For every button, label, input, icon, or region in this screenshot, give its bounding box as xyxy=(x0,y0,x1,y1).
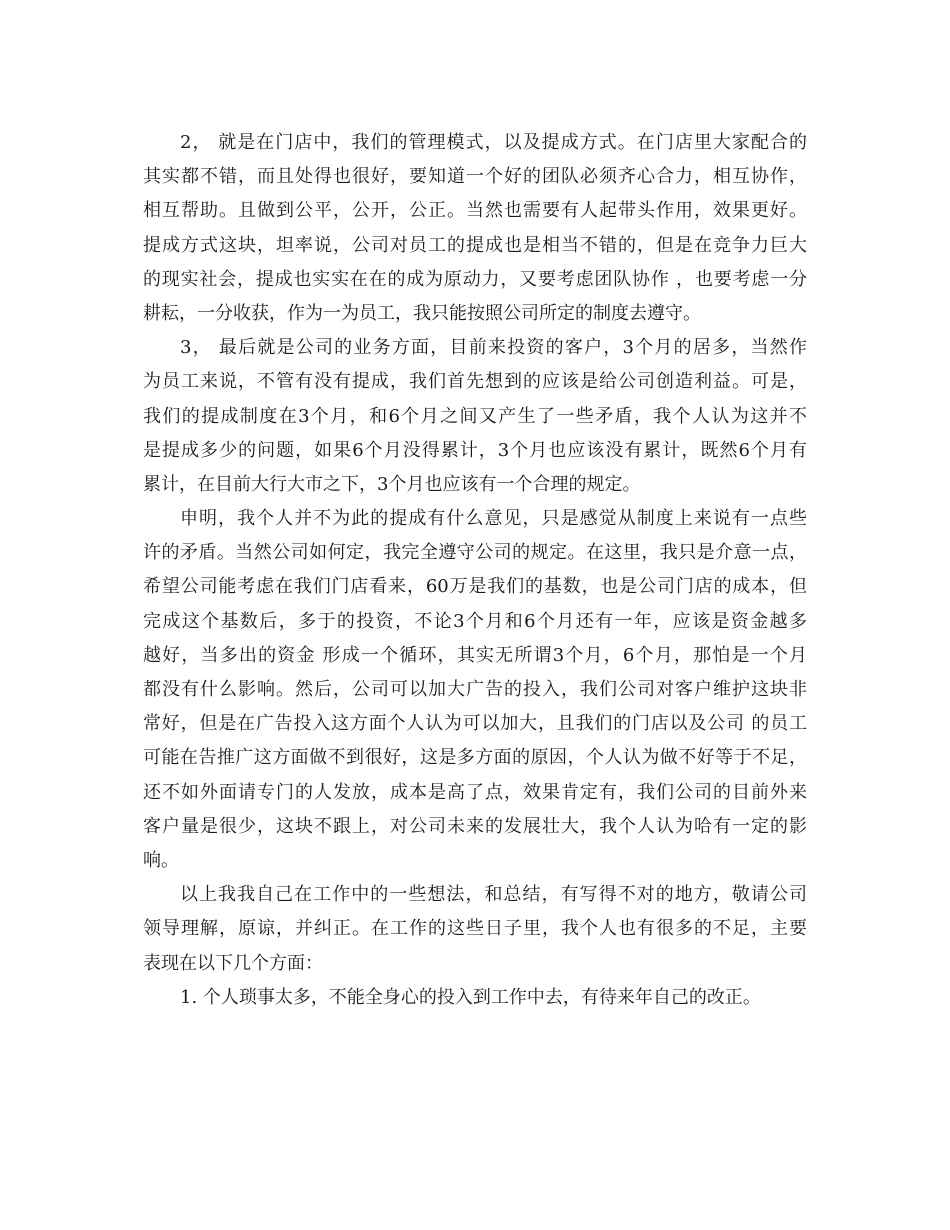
paragraph-line: 累计，在目前大行大市之下，3个月也应该有一个合理的规定。 xyxy=(143,473,641,495)
paragraph-line: 可能在告推广这方面做不到很好，这是多方面的原因，个人认为做不好等于不足， xyxy=(143,747,807,769)
paragraph-line: 申明，我个人并不为此的提成有什么意见，只是感觉从制度上来说有一点些 xyxy=(180,508,807,530)
paragraph-line: 耕耘，一分收获，作为一为员工，我只能按照公司所定的制度去遵守。 xyxy=(143,302,701,324)
paragraph-line: 以上我我自己在工作中的一些想法，和总结，有写得不对的地方，敬请公司 xyxy=(180,884,807,906)
paragraph-line: 常好，但是在广告投入这方面个人认为可以加大，且我们的门店以及公司 的员工 xyxy=(143,713,807,735)
paragraph-line: 2， 就是在门店中，我们的管理模式，以及提成方式。在门店里大家配合的 xyxy=(180,132,807,153)
paragraph-line: 其实都不错，而且处得也很好，要知道一个好的团队必须齐心合力，相互协作， xyxy=(143,166,807,188)
list-item: 1. 个人琐事太多，不能全身心的投入到工作中去，有待来年自己的改正。 xyxy=(180,986,761,1008)
paragraph-line: 提成方式这块，坦率说，公司对员工的提成也是相当不错的，但是在竞争力巨大 xyxy=(143,234,807,256)
paragraph-2 xyxy=(143,126,807,331)
paragraph-line: 响。 xyxy=(143,849,179,871)
paragraph-3 xyxy=(143,331,807,502)
paragraph-line: 为员工来说，不管有没有提成，我们首先想到的应该是给公司创造利益。可是， xyxy=(143,371,807,393)
paragraph-line: 还不如外面请专门的人发放，成本是高了点，效果肯定有，我们公司的目前外来 xyxy=(143,781,807,803)
paragraph-line: 完成这个基数后，多于的投资，不论3个月和6个月还有一年，应该是资金越多 xyxy=(143,610,807,632)
paragraph-line: 的现实社会，提成也实实在在的成为原动力，又要考虑团队协作 ，也要考虑一分 xyxy=(143,268,807,290)
paragraph-line: 表现在以下几个方面： xyxy=(143,952,323,974)
paragraph-line: 希望公司能考虑在我们门店看来，60万是我们的基数，也是公司门店的成本，但 xyxy=(143,576,807,598)
paragraph-line: 3， 最后就是公司的业务方面，目前来投资的客户，3个月的居多，当然作 xyxy=(180,337,807,359)
paragraph-line: 相互帮助。且做到公平，公开，公正。当然也需要有人起带头作用，效果更好。 xyxy=(143,200,807,222)
paragraph-line: 客户量是很少，这块不跟上，对公司未来的发展壮大，我个人认为哈有一定的影 xyxy=(143,815,807,837)
paragraph-line: 越好，当多出的资金 形成一个循环，其实无所谓3个月，6个月，那怕是一个月 xyxy=(143,644,807,666)
paragraph-line: 许的矛盾。当然公司如何定，我完全遵守公司的规定。在这里，我只是介意一点， xyxy=(143,542,807,564)
paragraph-5 xyxy=(143,878,807,981)
paragraph-line: 都没有什么影响。然后，公司可以加大广告的投入，我们公司对客户维护这块非 xyxy=(143,679,807,700)
paragraph-line: 领导理解，原谅，并纠正。在工作的这些日子里，我个人也有很多的不足，主要 xyxy=(143,918,807,940)
document-body xyxy=(143,126,807,1015)
paragraph-4 xyxy=(143,502,807,878)
paragraph-line: 我们的提成制度在3个月，和6个月之间又产生了一些矛盾，我个人认为这并不 xyxy=(143,405,807,427)
paragraph-6 xyxy=(143,981,807,1015)
paragraph-line: 是提成多少的问题，如果6个月没得累计，3个月也应该没有累计，既然6个月有 xyxy=(143,439,807,461)
